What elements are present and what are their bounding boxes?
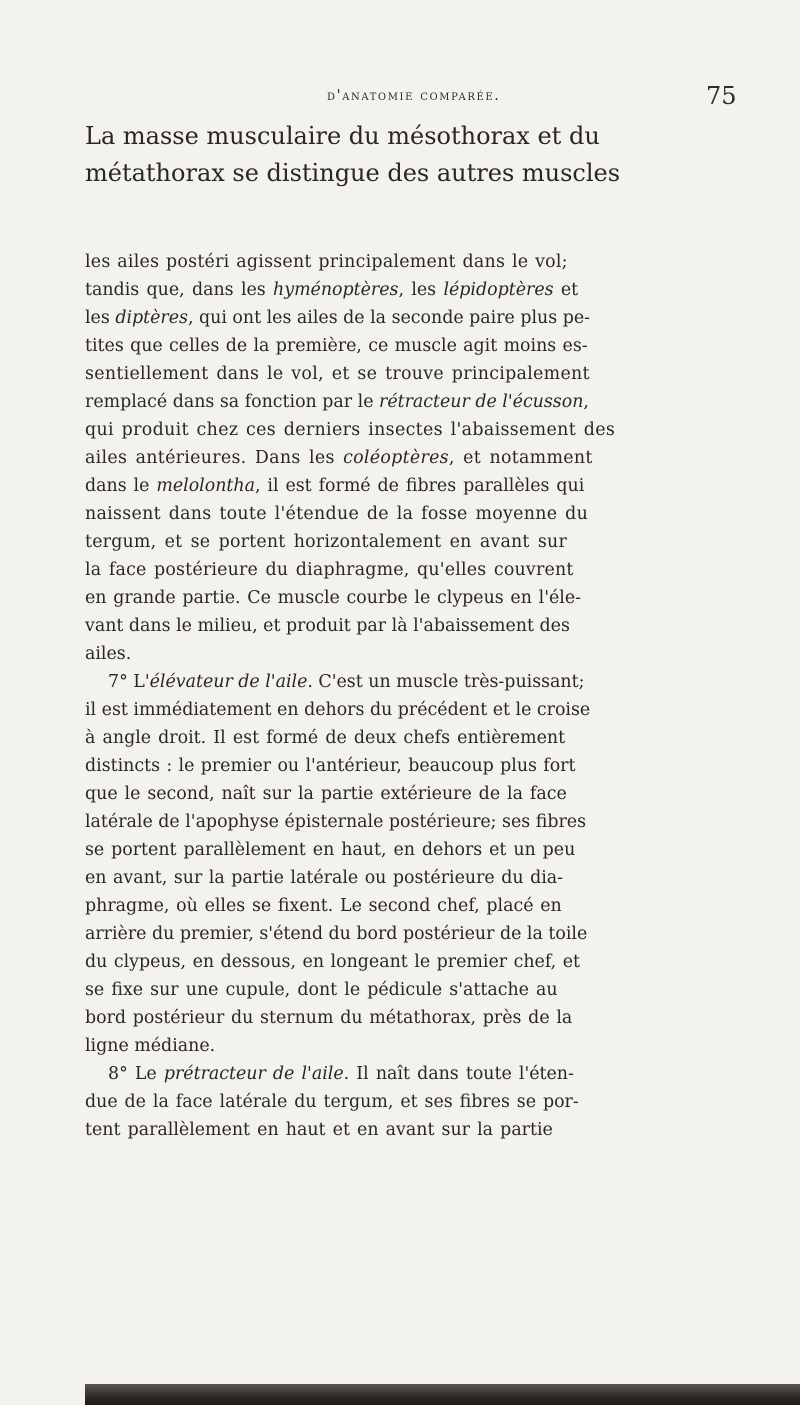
text-line: dans le melolontha, il est formé de fibres parallèles qui — [85, 476, 585, 496]
text-line: tites que celles de la première, ce muscle agit moins es- — [85, 336, 588, 356]
page-edge-shadow — [85, 1384, 800, 1405]
heading-line-1: La masse musculaire du mésothorax et du — [85, 122, 600, 150]
text-line: 7° L'élévateur de l'aile. C'est un muscle très-puissant; — [108, 672, 585, 692]
text-line: ligne médiane. — [85, 1036, 216, 1056]
text-line: ailes antérieures. Dans les coléoptères, et notamment — [85, 448, 593, 468]
text-line: tent parallèlement en haut et en avant sur la partie — [85, 1120, 553, 1140]
text-line: due de la face latérale du tergum, et ses fibres se por- — [85, 1092, 579, 1112]
text-line: qui produit chez ces derniers insectes l'abaissement des — [85, 420, 616, 440]
text-line: latérale de l'apophyse épisternale postérieure; ses fibres — [85, 812, 586, 832]
text-line: les diptères, qui ont les ailes de la seconde paire plus pe- — [85, 308, 590, 328]
text-line: les ailes postéri agissent principalement dans le vol; — [85, 252, 568, 272]
text-line: sentiellement dans le vol, et se trouve principalement — [85, 364, 590, 384]
text-line: se fixe sur une cupule, dont le pédicule s'attache au — [85, 980, 558, 1000]
text-line: il est immédiatement en dehors du précédent et le croise — [85, 700, 591, 720]
page-number: 75 — [706, 82, 737, 110]
text-line: la face postérieure du diaphragme, qu'elles couvrent — [85, 560, 574, 580]
text-line: phragme, où elles se fixent. Le second chef, placé en — [85, 896, 562, 916]
running-head — [0, 82, 800, 112]
heading-line-2: métathorax se distingue des autres muscles — [85, 159, 621, 187]
text-line: distincts : le premier ou l'antérieur, beaucoup plus fort — [85, 756, 576, 776]
text-line: se portent parallèlement en haut, en dehors et un peu — [85, 840, 576, 860]
text-line: remplacé dans sa fonction par le rétracteur de l'écusson, — [85, 392, 589, 412]
text-line: naissent dans toute l'étendue de la fosse moyenne du — [85, 504, 589, 524]
running-title: d'anatomie comparée. — [327, 88, 501, 104]
text-line: ailes. — [85, 644, 132, 664]
text-line: 8° Le prétracteur de l'aile. Il naît dans toute l'éten- — [108, 1064, 574, 1084]
text-line: à angle droit. Il est formé de deux chefs entièrement — [85, 728, 566, 748]
text-line: bord postérieur du sternum du métathorax, près de la — [85, 1008, 573, 1028]
text-line: vant dans le milieu, et produit par là l'abaissement des — [85, 616, 570, 636]
text-line: en avant, sur la partie latérale ou postérieure du dia- — [85, 868, 564, 888]
text-line: que le second, naît sur la partie extérieure de la face — [85, 784, 567, 804]
text-line: tergum, et se portent horizontalement en avant sur — [85, 532, 567, 552]
text-line: en grande partie. Ce muscle courbe le clypeus en l'éle- — [85, 588, 582, 608]
text-line: du clypeus, en dessous, en longeant le premier chef, et — [85, 952, 580, 972]
text-line: tandis que, dans les hyménoptères, les lépidoptères et — [85, 280, 579, 300]
text-line: arrière du premier, s'étend du bord postérieur de la toile — [85, 924, 588, 944]
